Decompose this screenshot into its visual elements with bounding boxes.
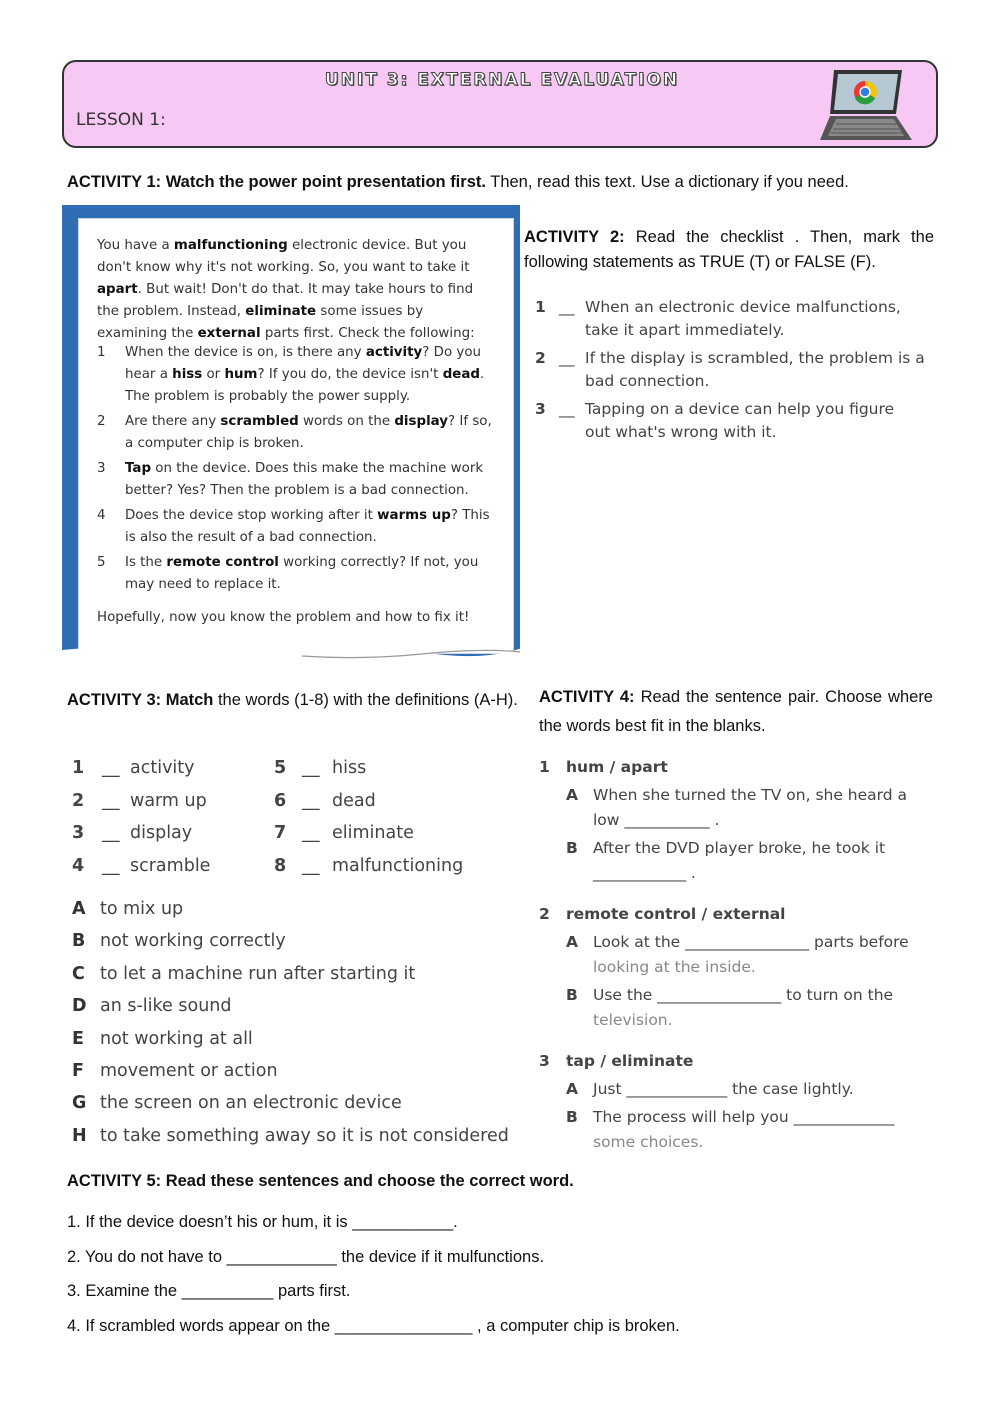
list-item: 3. Examine the __________ parts first. bbox=[67, 1282, 351, 1301]
laptop-icon bbox=[816, 66, 926, 144]
activity4-title: ACTIVITY 4: bbox=[539, 688, 635, 706]
activity2-list bbox=[535, 296, 935, 444]
reading-intro: You have a malfunctioning electronic device. But you don't know why it's not working. So, you want to take it apart. But wait! Don't do that. It may take hours to find the problem. Instead, eliminate some issues by examining the external parts first. Check the following: bbox=[97, 238, 475, 341]
list-item: B not working correctly bbox=[72, 931, 286, 952]
activity3-definitions bbox=[72, 893, 522, 1152]
list-item: 8 __ malfunctioning bbox=[274, 855, 464, 876]
list-item: 4 __ scramble bbox=[72, 855, 211, 876]
list-item: 2. You do not have to ____________ the device if it mulfunctions. bbox=[67, 1247, 545, 1266]
activity1-instruction bbox=[67, 170, 947, 195]
list-item: G the screen on an electronic device bbox=[72, 1093, 402, 1114]
activity2-instruction bbox=[524, 225, 934, 275]
reading-list bbox=[97, 342, 501, 599]
reading-text-card bbox=[78, 218, 514, 654]
list-item: D an s-like sound bbox=[72, 996, 232, 1017]
list-item: 1. If the device doesn’t his or hum, it is ___________. bbox=[67, 1213, 458, 1231]
lesson-label: LESSON 1: bbox=[76, 110, 166, 130]
activity5-list bbox=[67, 1205, 967, 1344]
activity4-text: Read the sentence pair. Choose where the words best fit in the blanks. bbox=[539, 688, 933, 735]
list-item: 1 __ activity bbox=[72, 758, 195, 778]
activity4-group-1: 1 hum / apart A When she turned the TV on, she heard a low ___________ . B After the DVD player broke, he took it ____________ . bbox=[539, 758, 908, 882]
list-item: 5 Is the remote control working correctly? If not, you may need to replace it. bbox=[97, 555, 479, 592]
activity3-title: ACTIVITY 3: Match bbox=[67, 691, 214, 709]
unit-title: UNIT 3: EXTERNAL EVALUATION bbox=[324, 70, 680, 90]
list-item: C to let a machine run after starting it bbox=[72, 963, 416, 984]
list-item: 2 __ warm up bbox=[72, 790, 207, 811]
activity5-title: ACTIVITY 5: Read these sentences and choose the correct word. bbox=[67, 1172, 574, 1190]
list-item: 5 __ hiss bbox=[274, 758, 367, 778]
activity3-words-right bbox=[274, 752, 519, 882]
activity1-text: Then, read this text. Use a dictionary if you need. bbox=[485, 173, 849, 191]
list-item: F movement or action bbox=[72, 1061, 278, 1082]
list-item: 3 __ Tapping on a device can help you figure out what's wrong with it. bbox=[535, 400, 895, 441]
activity3-text: the words (1-8) with the definitions (A-H). bbox=[213, 691, 518, 709]
list-item: 6 __ dead bbox=[274, 790, 376, 811]
activity2-text: Read the checklist . Then, mark the following statements as TRUE (T) or FALSE (F). bbox=[524, 228, 934, 271]
activity4-group-3: 3 tap / eliminate A Just _____________ the case lightly. B The process will help you _____________ some choices. bbox=[539, 1052, 895, 1151]
torn-edge bbox=[62, 642, 522, 662]
list-item: 3 __ display bbox=[72, 823, 193, 843]
activity4-instruction bbox=[539, 683, 933, 741]
list-item: 4 Does the device stop working after it warms up? This is also the result of a bad connection. bbox=[97, 508, 490, 545]
activity1-title: ACTIVITY 1: Watch the power point presentation first. bbox=[67, 173, 486, 191]
list-item: H to take something away so it is not considered bbox=[72, 1125, 509, 1146]
activity4-group-2: 2 remote control / external A Look at the ________________ parts before looking at the inside. B Use the ________________ to turn on the television. bbox=[539, 905, 909, 1029]
list-item: 7 __ eliminate bbox=[274, 823, 414, 843]
activity3-instruction bbox=[67, 683, 522, 717]
list-item: 1 __ When an electronic device malfunctions, take it apart immediately. bbox=[535, 298, 901, 339]
list-item: 2 __ If the display is scrambled, the problem is a bad connection. bbox=[535, 349, 925, 390]
activity2-title: ACTIVITY 2: bbox=[524, 228, 625, 246]
list-item: 1 When the device is on, is there any activity? Do you hear a hiss or hum? If you do, the device isn't dead. The problem is probably the power supply. bbox=[97, 345, 485, 404]
list-item: 4. If scrambled words appear on the _______________ , a computer chip is broken. bbox=[67, 1317, 680, 1336]
unit-header bbox=[62, 60, 938, 148]
list-item: E not working at all bbox=[72, 1028, 253, 1049]
list-item: A to mix up bbox=[72, 899, 184, 919]
list-item: 2 Are there any scrambled words on the display? If so, a computer chip is broken. bbox=[97, 414, 492, 451]
activity3-words-left bbox=[72, 752, 272, 882]
list-item: 3 Tap on the device. Does this make the machine work better? Yes? Then the problem is a bad connection. bbox=[97, 461, 484, 498]
reading-outro: Hopefully, now you know the problem and how to fix it! bbox=[97, 610, 470, 625]
